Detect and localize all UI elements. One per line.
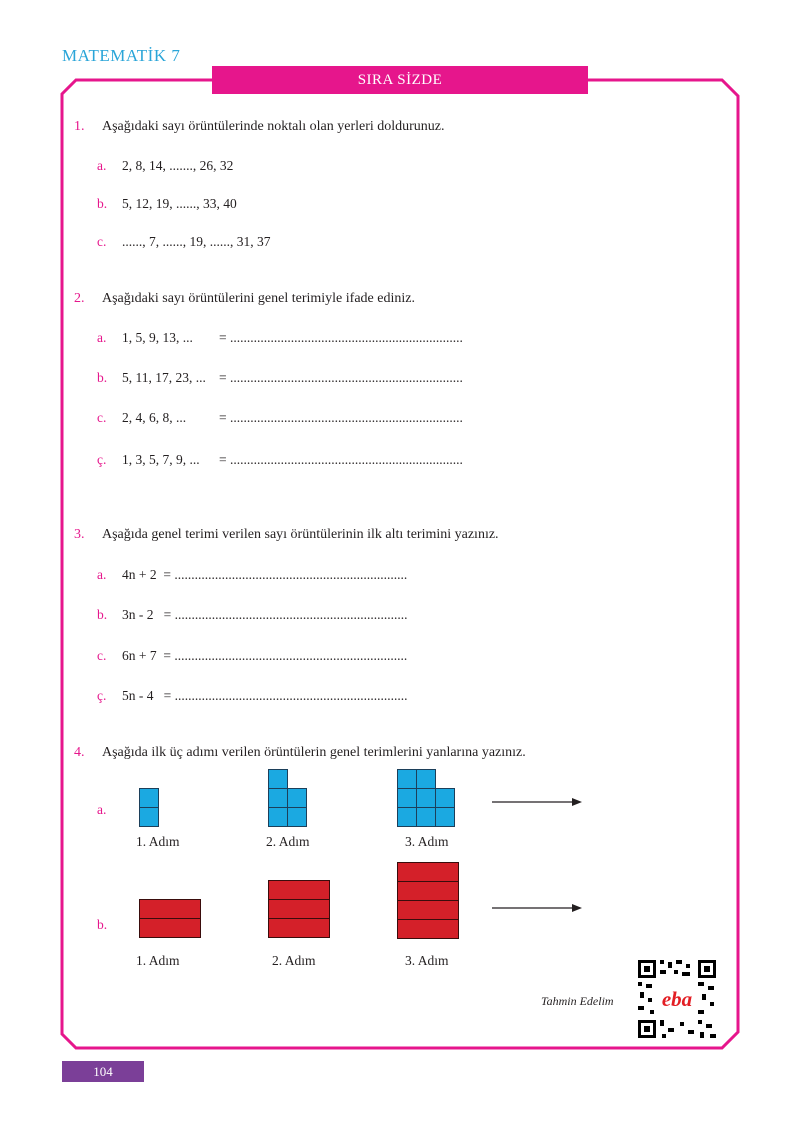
red-bar xyxy=(268,880,330,900)
blue-square xyxy=(397,788,417,808)
step-label: 1. Adım xyxy=(136,834,180,849)
qr-label: Tahmin Edelim xyxy=(541,994,614,1008)
item-expression: 2, 8, 14, ......., 26, 32 xyxy=(122,158,234,173)
item-letter: c. xyxy=(97,648,107,663)
red-bar xyxy=(139,918,201,938)
arrow-right-icon xyxy=(490,796,585,808)
blue-square xyxy=(435,788,455,808)
blue-square xyxy=(397,769,417,789)
qr-code-icon[interactable] xyxy=(636,958,718,1040)
qr-logo: eba xyxy=(661,987,693,1011)
pattern-a-letter: a. xyxy=(97,802,107,817)
blue-square xyxy=(435,807,455,827)
blue-square xyxy=(416,807,436,827)
item-letter: ç. xyxy=(97,688,107,703)
page-number: 104 xyxy=(62,1061,144,1082)
item-letter: c. xyxy=(97,234,107,249)
red-bar xyxy=(397,862,459,882)
item-letter: b. xyxy=(97,607,108,622)
blue-square xyxy=(287,807,307,827)
question-number: 2. xyxy=(74,291,85,306)
item-expression: 1, 3, 5, 7, 9, ... xyxy=(122,452,200,467)
blue-square xyxy=(397,807,417,827)
red-bar xyxy=(397,919,459,939)
step-label: 3. Adım xyxy=(405,953,449,968)
item-expression: 2, 4, 6, 8, ... xyxy=(122,410,187,425)
question-number: 1. xyxy=(74,119,85,134)
question-text: Aşağıdaki sayı örüntülerini genel terimiyle ifade ediniz. xyxy=(102,291,415,306)
section-banner: SIRA SİZDE xyxy=(212,66,588,94)
red-bar xyxy=(268,918,330,938)
question-number: 4. xyxy=(74,745,85,760)
question-text: Aşağıda genel terimi verilen sayı örüntülerinin ilk altı terimini yazınız. xyxy=(102,527,499,542)
answer-line: = ..................................................................... xyxy=(219,410,463,425)
blue-square xyxy=(287,788,307,808)
red-bar xyxy=(397,900,459,920)
item-expression: 5n - 4 = ..................................................................... xyxy=(122,688,408,703)
item-letter: ç. xyxy=(97,452,107,467)
question-text: Aşağıda ilk üç adımı verilen örüntülerin genel terimlerini yanlarına yazınız. xyxy=(102,745,526,760)
step-label: 1. Adım xyxy=(136,953,180,968)
item-letter: a. xyxy=(97,330,107,345)
step-label: 2. Adım xyxy=(272,953,316,968)
item-letter: b. xyxy=(97,370,108,385)
item-expression: 6n + 7 = ..................................................................... xyxy=(122,648,408,663)
pattern-b-letter: b. xyxy=(97,917,108,932)
item-expression: 5, 11, 17, 23, ... xyxy=(122,370,206,385)
blue-square xyxy=(268,769,288,789)
item-letter: a. xyxy=(97,567,107,582)
red-bar xyxy=(268,899,330,919)
red-bar xyxy=(139,899,201,919)
question-3 xyxy=(74,527,499,543)
blue-square xyxy=(416,769,436,789)
book-title: MATEMATİK 7 xyxy=(62,46,181,65)
question-4 xyxy=(74,745,526,761)
blue-square xyxy=(416,788,436,808)
blue-square xyxy=(139,807,159,827)
question-text: Aşağıdaki sayı örüntülerinde noktalı olan yerleri doldurunuz. xyxy=(102,119,445,134)
question-2 xyxy=(74,291,415,307)
arrow-right-icon xyxy=(490,902,585,914)
step-label: 2. Adım xyxy=(266,834,310,849)
item-expression: 4n + 2 = ..................................................................... xyxy=(122,567,408,582)
red-bar xyxy=(397,881,459,901)
item-expression: ......, 7, ......, 19, ......, 31, 37 xyxy=(122,234,271,249)
question-number: 3. xyxy=(74,527,85,542)
item-expression: 3n - 2 = ..................................................................... xyxy=(122,607,408,622)
blue-square xyxy=(268,788,288,808)
blue-square xyxy=(268,807,288,827)
item-letter: a. xyxy=(97,158,107,173)
item-letter: c. xyxy=(97,410,107,425)
question-1 xyxy=(74,119,445,135)
answer-line: = ..................................................................... xyxy=(219,452,463,467)
blue-square xyxy=(139,788,159,808)
item-expression: 1, 5, 9, 13, ... xyxy=(122,330,193,345)
answer-line: = ..................................................................... xyxy=(219,330,463,345)
answer-line: = ..................................................................... xyxy=(219,370,463,385)
item-letter: b. xyxy=(97,196,108,211)
step-label: 3. Adım xyxy=(405,834,449,849)
item-expression: 5, 12, 19, ......, 33, 40 xyxy=(122,196,237,211)
